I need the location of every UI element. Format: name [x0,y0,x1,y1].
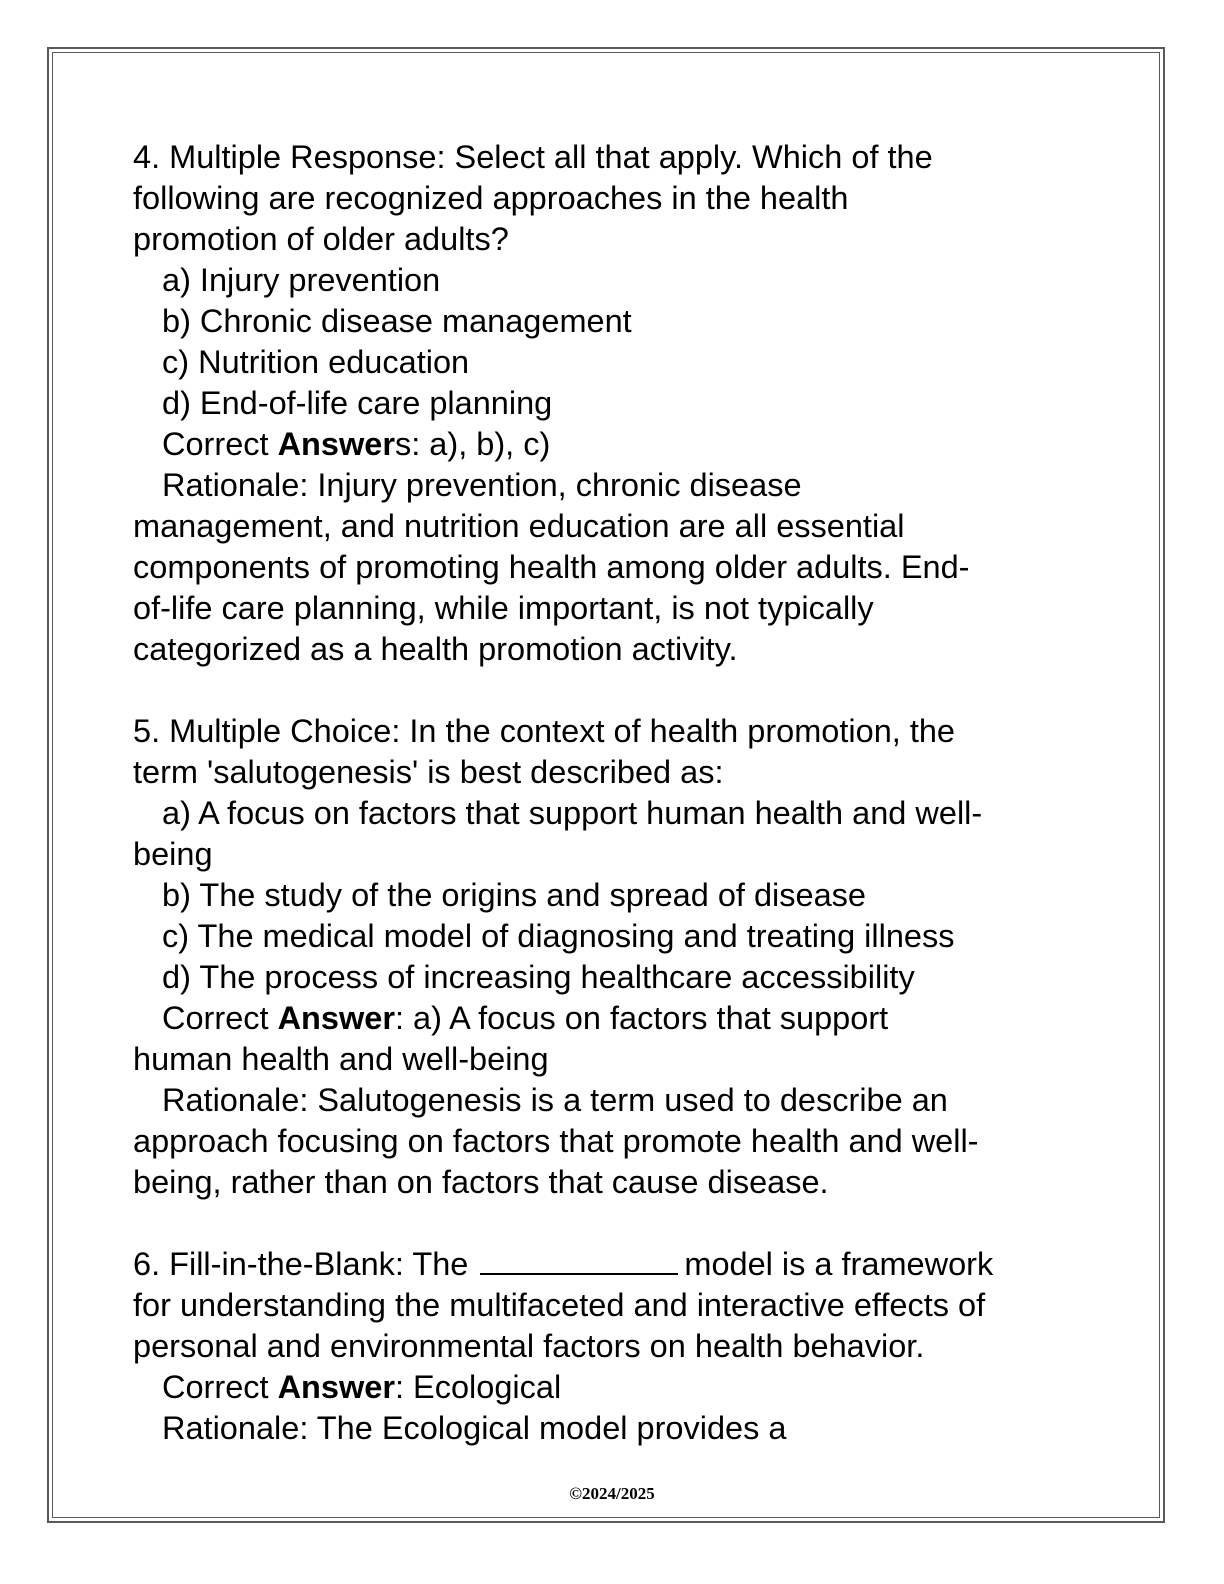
option-b: b) The study of the origins and spread of disease [162,877,867,913]
question-4 [133,137,1093,670]
answer-value: s: a), b), c) [394,426,551,462]
option-c: c) Nutrition education [162,344,470,380]
question-5 [133,711,1093,1203]
question-text-before-blank: 6. Fill-in-the-Blank: The [133,1246,469,1282]
question-text: 4. Multiple Response: Select all that apply. Which of the [133,139,933,175]
answer-prefix: Correct [162,426,278,462]
rationale-text: approach focusing on factors that promote health and well- [133,1123,979,1159]
document-body [133,137,1093,1449]
copyright-footer: ©2024/2025 [569,1484,655,1503]
answer-value: : a) A focus on factors that support [394,1000,889,1036]
rationale-text: Rationale: The Ecological model provides a [162,1410,787,1446]
option-a: a) A focus on factors that support human health and well- [162,795,983,831]
option-b: b) Chronic disease management [162,303,632,339]
question-text: promotion of older adults? [133,221,509,257]
correct-answer [133,424,1093,465]
question-text-after-blank: model is a framework [684,1246,994,1282]
correct-answer [133,1367,1093,1408]
rationale-text: being, rather than on factors that cause disease. [133,1164,829,1200]
answer-prefix: Correct [162,1000,278,1036]
rationale-text: categorized as a health promotion activity. [133,631,738,667]
option-a: a) Injury prevention [162,262,441,298]
rationale-text: components of promoting health among older adults. End- [133,549,970,585]
question-text: 5. Multiple Choice: In the context of health promotion, the [133,713,956,749]
option-a-continued: being [133,836,213,872]
option-d: d) End-of-life care planning [162,385,553,421]
answer-label: Answer [277,1000,395,1036]
answer-continued: human health and well-being [133,1041,549,1077]
fill-in-blank [480,1247,678,1275]
answer-label: Answer [277,1369,395,1405]
correct-answer [133,998,1093,1039]
rationale-text: Rationale: Injury prevention, chronic disease [162,467,802,503]
question-text: personal and environmental factors on health behavior. [133,1328,925,1364]
rationale-text: of-life care planning, while important, is not typically [133,590,874,626]
answer-label: Answer [277,426,395,462]
answer-value: : Ecological [394,1369,562,1405]
question-text: following are recognized approaches in the health [133,180,849,216]
option-d: d) The process of increasing healthcare accessibility [162,959,915,995]
rationale-text: Rationale: Salutogenesis is a term used to describe an [162,1082,948,1118]
question-text [133,1244,1093,1285]
question-text: for understanding the multifaceted and interactive effects of [133,1287,986,1323]
question-text: term 'salutogenesis' is best described as: [133,754,724,790]
answer-prefix: Correct [162,1369,278,1405]
option-c: c) The medical model of diagnosing and treating illness [162,918,955,954]
question-6 [133,1244,1093,1449]
rationale-text: management, and nutrition education are all essential [133,508,905,544]
